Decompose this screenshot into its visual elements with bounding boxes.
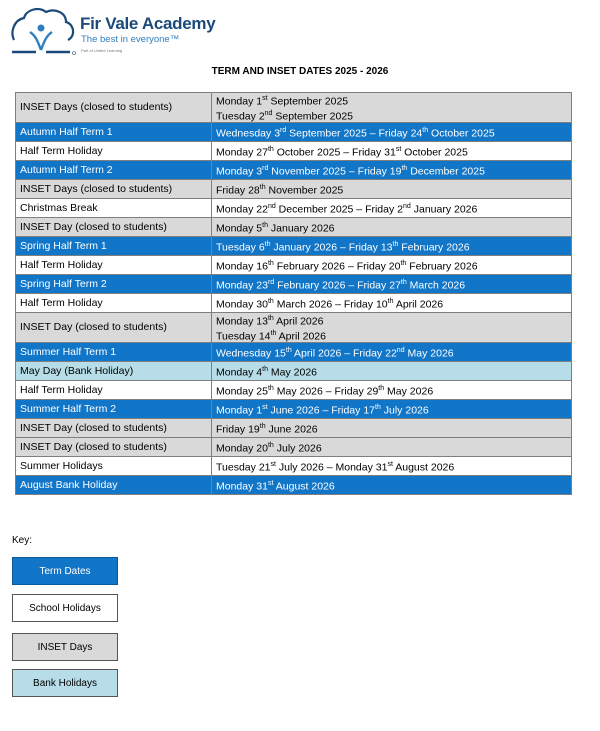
period-dates (212, 362, 572, 381)
period-label: INSET Day (closed to students) (16, 313, 212, 343)
date-line: Monday 1st September 2025 (216, 95, 349, 108)
table-row (16, 218, 572, 237)
period-dates (212, 313, 572, 343)
table-row (16, 438, 572, 457)
period-dates (212, 161, 572, 180)
period-label: Spring Half Term 2 (16, 275, 212, 294)
table-row (16, 381, 572, 400)
period-label: Spring Half Term 1 (16, 237, 212, 256)
table-row (16, 123, 572, 142)
period-label: Christmas Break (16, 199, 212, 218)
date-line: Wednesday 3rd September 2025 – Friday 24th October 2025 (216, 126, 495, 140)
date-line: Monday 22nd December 2025 – Friday 2nd January 2026 (216, 202, 478, 216)
period-label: INSET Days (closed to students) (16, 93, 212, 123)
key-bank-holidays: Bank Holidays (12, 669, 118, 697)
school-tagline: The best in everyone™ (81, 34, 180, 45)
date-line: Friday 28th November 2025 (216, 183, 344, 197)
key-term-dates: Term Dates (12, 557, 118, 585)
period-dates (212, 218, 572, 237)
period-dates (212, 381, 572, 400)
page-title: TERM AND INSET DATES 2025 - 2026 (211, 66, 389, 77)
period-dates (212, 343, 572, 362)
table-row (16, 294, 572, 313)
date-line: Monday 4th May 2026 (216, 365, 317, 379)
school-name: Fir Vale Academy (80, 14, 216, 33)
date-line: Monday 23rd February 2026 – Friday 27th March 2026 (216, 278, 466, 292)
period-dates (212, 476, 572, 495)
period-label: Summer Holidays (16, 457, 212, 476)
period-dates (212, 294, 572, 313)
period-label: Autumn Half Term 2 (16, 161, 212, 180)
period-label: Summer Half Term 1 (16, 343, 212, 362)
date-line: Wednesday 15th April 2026 – Friday 22nd May 2026 (216, 346, 454, 360)
period-dates (212, 180, 572, 199)
period-dates (212, 457, 572, 476)
table-row (16, 237, 572, 256)
date-line: Tuesday 6th January 2026 – Friday 13th February 2026 (216, 240, 470, 254)
key-inset-days: INSET Days (12, 633, 118, 661)
period-dates (212, 400, 572, 419)
date-line: Monday 20th July 2026 (216, 441, 322, 455)
table-row (16, 313, 572, 343)
partner-text: Part of United Learning (81, 48, 123, 53)
period-label: INSET Day (closed to students) (16, 438, 212, 457)
period-label: Half Term Holiday (16, 381, 212, 400)
period-dates (212, 142, 572, 161)
period-label: Autumn Half Term 1 (16, 123, 212, 142)
date-line: Tuesday 21st July 2026 – Monday 31st August 2026 (216, 460, 455, 474)
table-row (16, 362, 572, 381)
table-row (16, 142, 572, 161)
date-line: Monday 27th October 2025 – Friday 31st October 2025 (216, 145, 468, 159)
date-line: Monday 25th May 2026 – Friday 29th May 2026 (216, 384, 434, 398)
table-row (16, 476, 572, 495)
period-dates (212, 438, 572, 457)
date-line: Monday 1st June 2026 – Friday 17th July 2026 (216, 403, 429, 417)
table-row (16, 199, 572, 218)
date-line: Monday 30th March 2026 – Friday 10th April 2026 (216, 297, 444, 311)
table-row (16, 419, 572, 438)
date-line: Monday 16th February 2026 – Friday 20th February 2026 (216, 259, 478, 273)
period-dates (212, 419, 572, 438)
period-dates (212, 275, 572, 294)
table-row (16, 275, 572, 294)
table-row (16, 161, 572, 180)
key-school-holidays: School Holidays (12, 594, 118, 622)
period-label: Half Term Holiday (16, 294, 212, 313)
tree-logo-icon (8, 6, 78, 58)
table-row (16, 343, 572, 362)
table-row (16, 93, 572, 123)
period-label: May Day (Bank Holiday) (16, 362, 212, 381)
school-logo (8, 6, 216, 62)
term-dates-table (15, 92, 572, 495)
table-row (16, 400, 572, 419)
date-line: Tuesday 14th April 2026 (216, 329, 326, 342)
date-line: Friday 19th June 2026 (216, 422, 318, 436)
period-label: Half Term Holiday (16, 256, 212, 275)
period-label: INSET Days (closed to students) (16, 180, 212, 199)
date-line: Monday 13th April 2026 (216, 315, 324, 328)
period-dates (212, 93, 572, 123)
date-line: Tuesday 2nd September 2025 (216, 109, 354, 122)
period-dates (212, 199, 572, 218)
period-label: Half Term Holiday (16, 142, 212, 161)
period-label: August Bank Holiday (16, 476, 212, 495)
period-dates (212, 237, 572, 256)
date-line: Monday 31st August 2026 (216, 479, 335, 493)
date-line: Monday 3rd November 2025 – Friday 19th December 2025 (216, 164, 485, 178)
date-line: Monday 5th January 2026 (216, 221, 335, 235)
period-label: INSET Day (closed to students) (16, 218, 212, 237)
period-dates (212, 123, 572, 142)
key-label: Key: (12, 535, 33, 546)
period-label: Summer Half Term 2 (16, 400, 212, 419)
period-label: INSET Day (closed to students) (16, 419, 212, 438)
table-row (16, 457, 572, 476)
table-row (16, 180, 572, 199)
period-dates (212, 256, 572, 275)
table-row (16, 256, 572, 275)
